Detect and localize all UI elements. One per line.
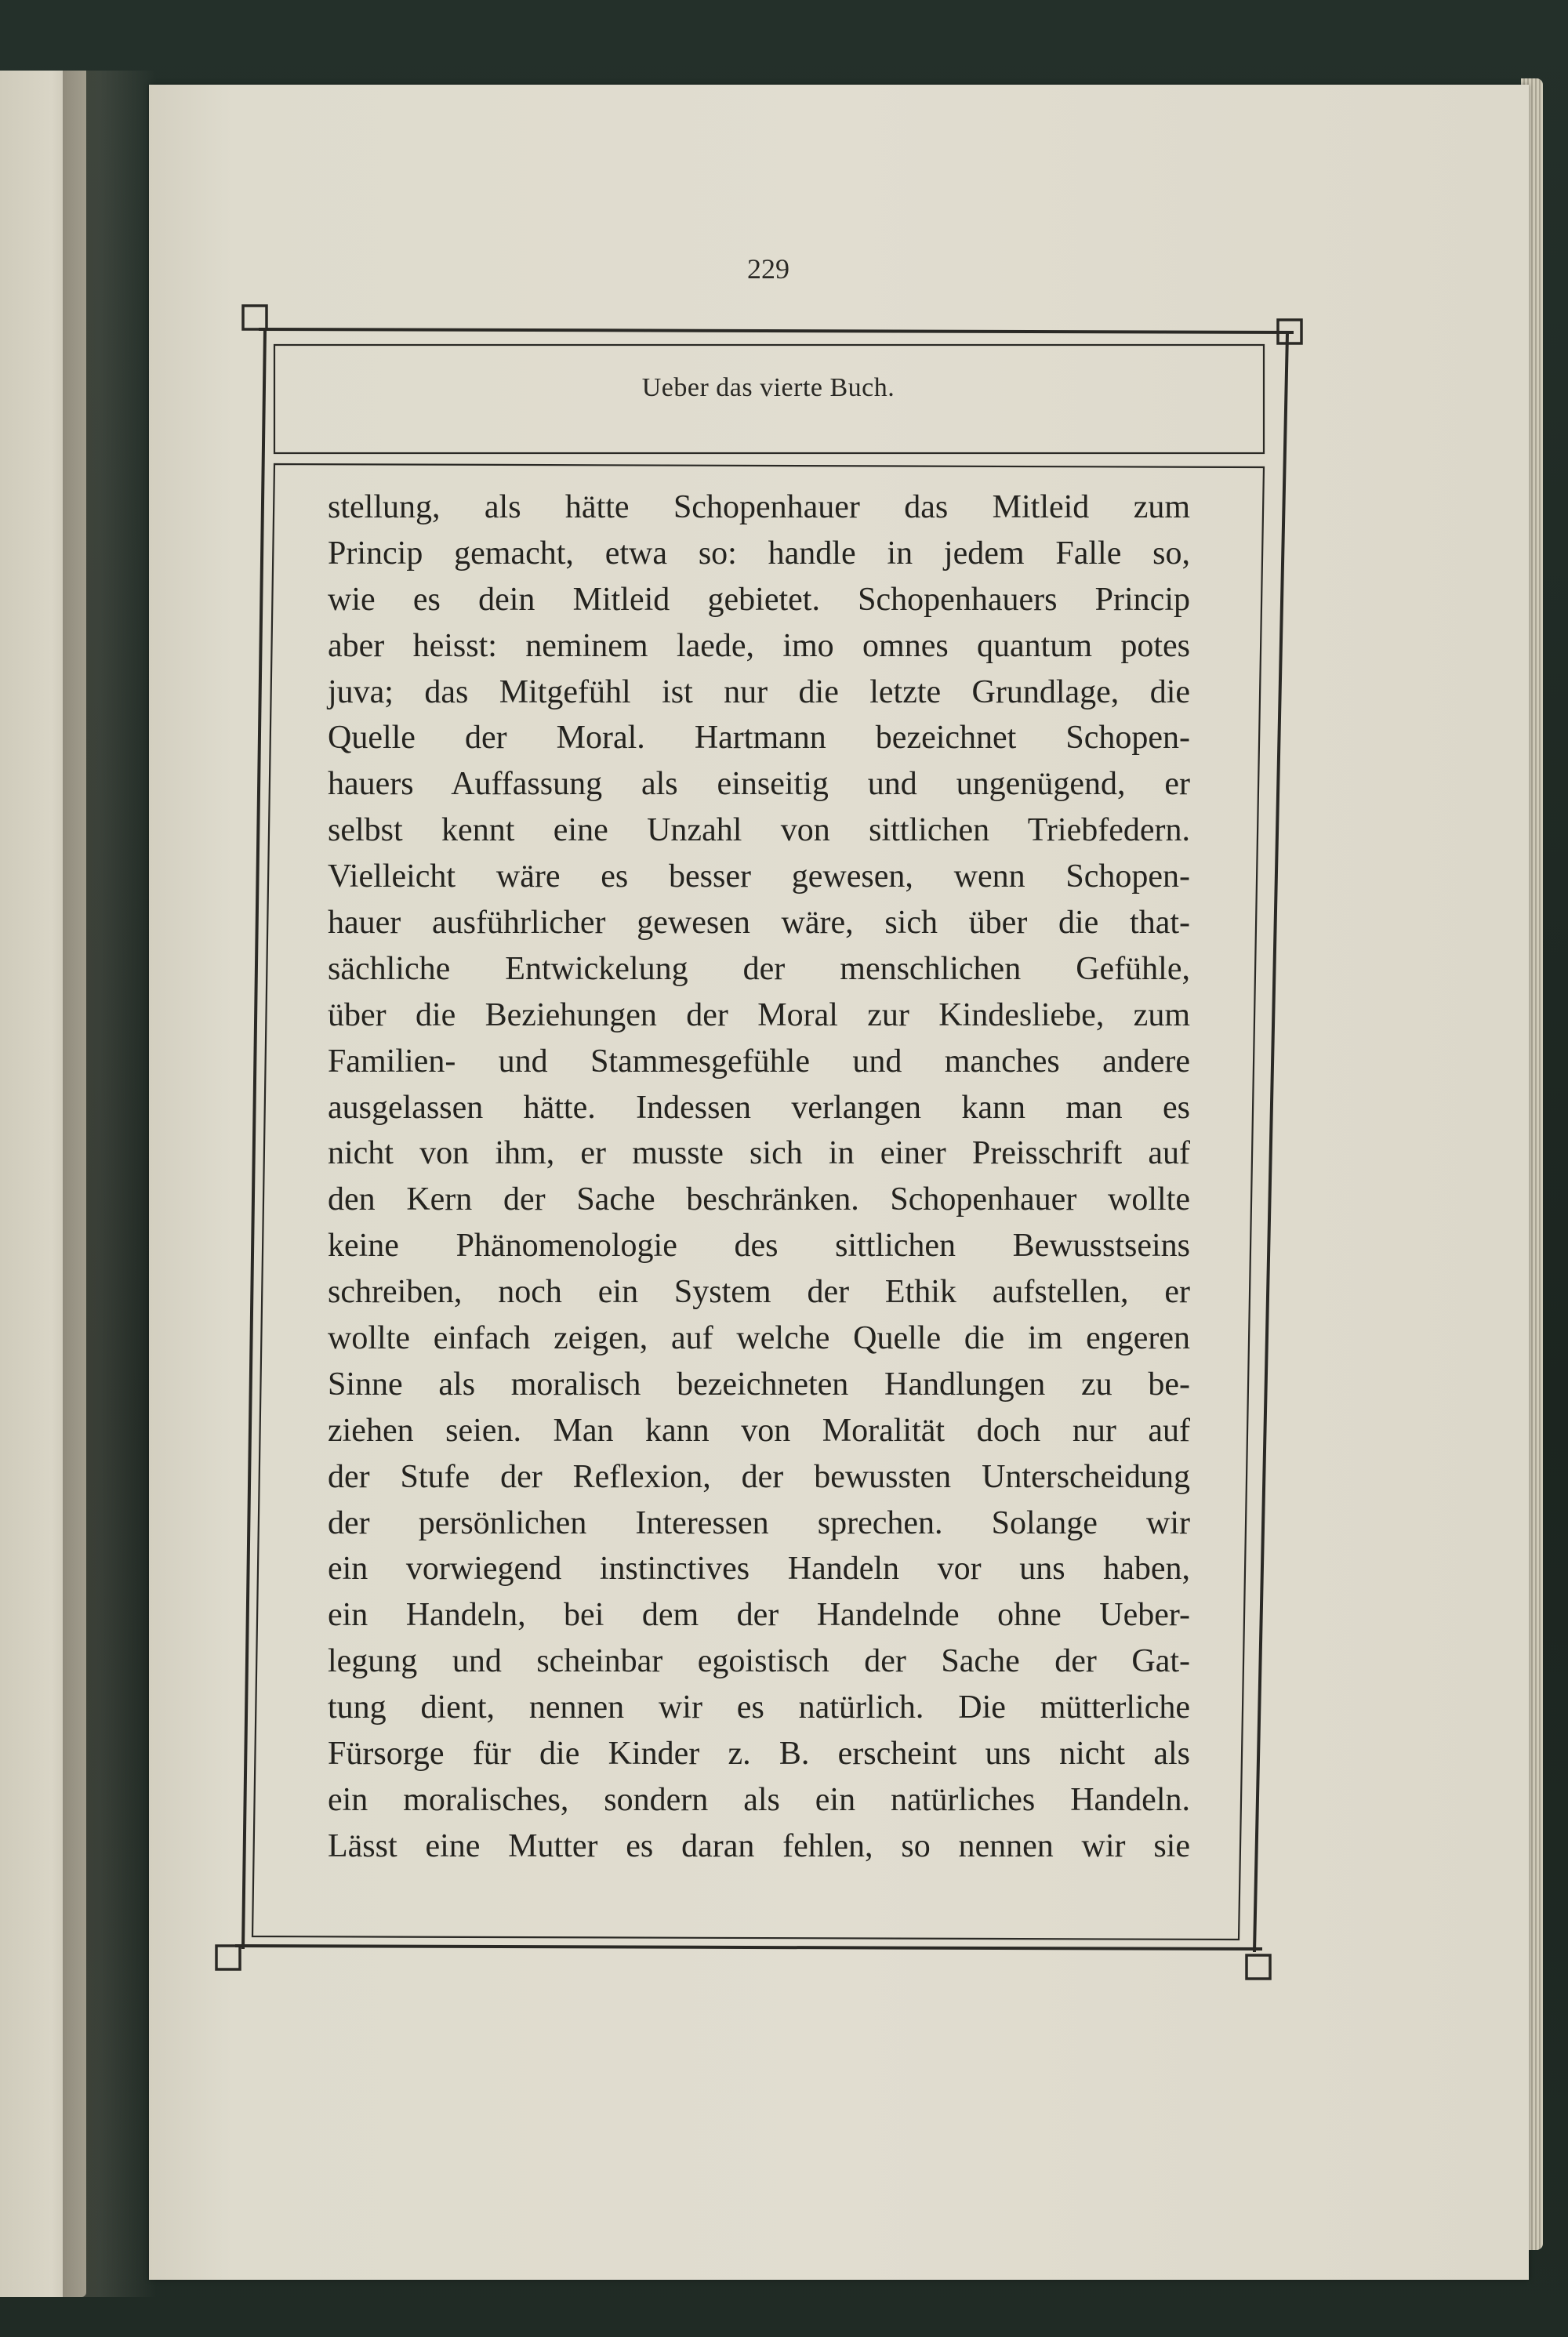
text-line: aber heisst: neminem laede, imo omnes quantum potes xyxy=(328,627,1190,664)
text-line: wie es dein Mitleid gebietet. Schopenhauers Princip xyxy=(328,581,1190,618)
text-line: schreiben, noch ein System der Ethik aufstellen, er xyxy=(328,1274,1190,1311)
text-line: Lässt eine Mutter es daran fehlen, so nennen wir sie xyxy=(328,1827,1190,1864)
corner-square-bottom-left xyxy=(216,1946,240,1969)
text-line: ausgelassen hätte. Indessen verlangen kann man es xyxy=(328,1089,1190,1126)
text-line: Fürsorge für die Kinder z. B. erscheint uns nicht als xyxy=(328,1736,1190,1773)
text-line: legung und scheinbar egoistisch der Sache der Gat- xyxy=(328,1643,1190,1680)
page-number: 229 xyxy=(747,253,789,285)
text-line: juva; das Mitgefühl ist nur die letzte Grundlage, die xyxy=(328,673,1190,710)
text-line: der Stufe der Reflexion, der bewussten Unterscheidung xyxy=(328,1458,1190,1495)
frame-bottom-line xyxy=(235,1946,1262,1949)
corner-square-top-left xyxy=(243,306,267,329)
text-line: der persönlichen Interessen sprechen. Solange wir xyxy=(328,1504,1190,1541)
text-line: sächliche Entwickelung der menschlichen Gefühle, xyxy=(328,950,1190,987)
frame-left-line xyxy=(243,329,265,1949)
text-line: ein Handeln, bei dem der Handelnde ohne Ueber- xyxy=(328,1597,1190,1634)
text-line: hauer ausführlicher gewesen wäre, sich über die that- xyxy=(328,905,1190,942)
text-line: Familien- und Stammesgefühle und manches andere xyxy=(328,1043,1190,1080)
text-line: Quelle der Moral. Hartmann bezeichnet Schopen- xyxy=(328,720,1190,757)
body-text xyxy=(328,484,1190,1870)
running-head: Ueber das vierte Buch. xyxy=(641,373,895,402)
text-line: wollte einfach zeigen, auf welche Quelle die im engeren xyxy=(328,1320,1190,1357)
frame-top-line xyxy=(259,329,1294,332)
text-line: Sinne als moralisch bezeichneten Handlungen zu be- xyxy=(328,1366,1190,1403)
text-line: hauers Auffassung als einseitig und ungenügend, er xyxy=(328,766,1190,803)
text-line: Vielleicht wäre es besser gewesen, wenn Schopen- xyxy=(328,858,1190,895)
text-line: ein moralisches, sondern als ein natürliches Handeln. xyxy=(328,1781,1190,1818)
text-line: stellung, als hätte Schopenhauer das Mitleid zum xyxy=(328,489,1190,525)
text-line: tung dient, nennen wir es natürlich. Die mütterliche xyxy=(328,1689,1190,1726)
text-line: ziehen seien. Man kann von Moralität doch nur auf xyxy=(328,1412,1190,1449)
text-line: ein vorwiegend instinctives Handeln vor uns haben, xyxy=(328,1551,1190,1588)
text-line: über die Beziehungen der Moral zur Kindesliebe, zum xyxy=(328,996,1190,1033)
text-line: den Kern der Sache beschränken. Schopenhauer wollte xyxy=(328,1181,1190,1218)
frame-right-line xyxy=(1254,332,1287,1952)
corner-square-bottom-right xyxy=(1247,1955,1270,1979)
text-line: keine Phänomenologie des sittlichen Bewusstseins xyxy=(328,1228,1190,1265)
text-line: Princip gemacht, etwa so: handle in jedem Falle so, xyxy=(328,535,1190,572)
text-line: nicht von ihm, er musste sich in einer Preisschrift auf xyxy=(328,1135,1190,1172)
text-line: selbst kennt eine Unzahl von sittlichen Triebfedern. xyxy=(328,812,1190,849)
